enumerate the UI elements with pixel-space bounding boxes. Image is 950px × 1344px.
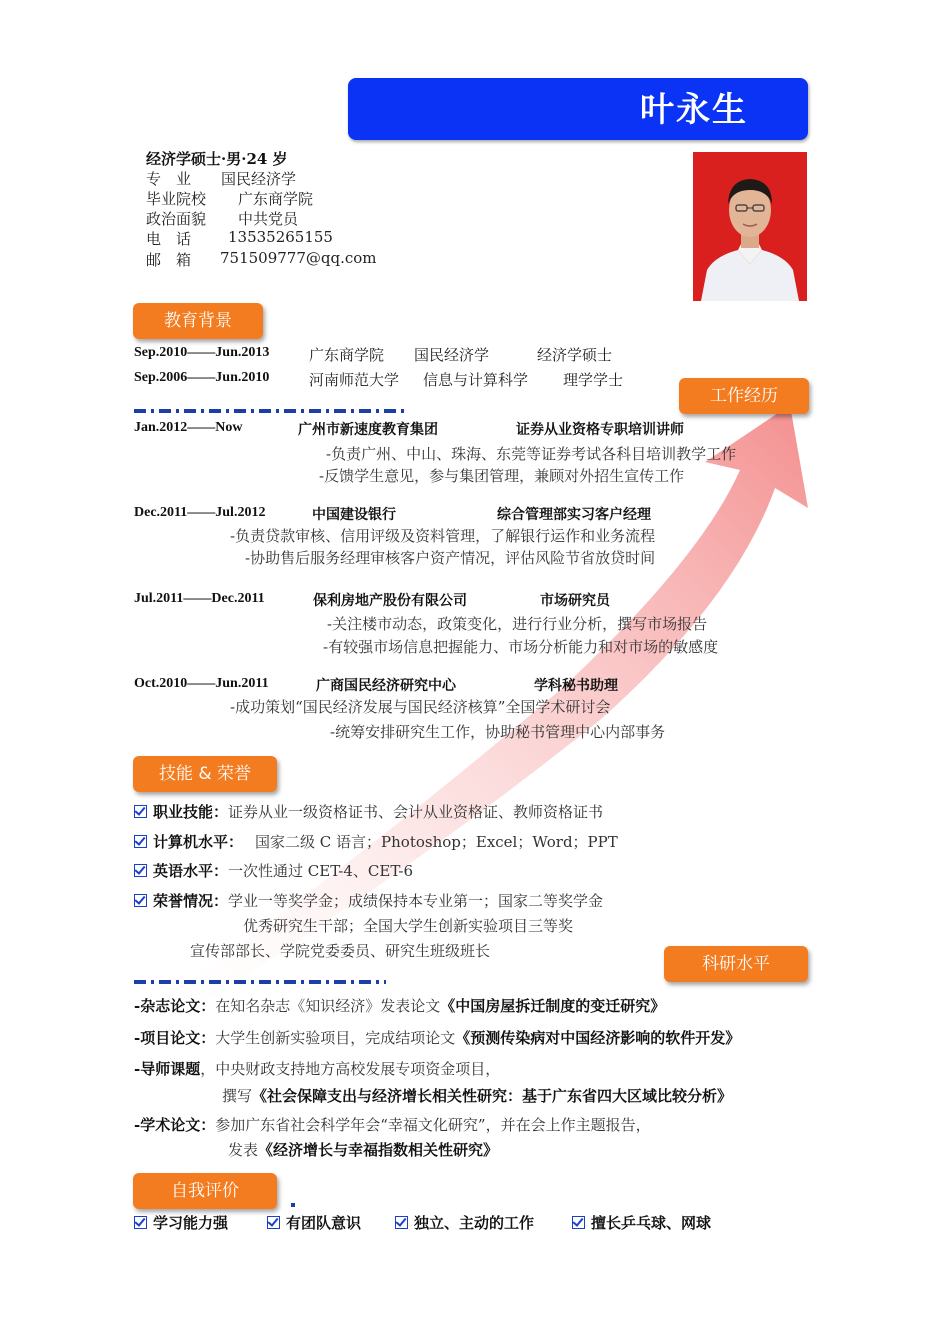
work-company-4: 广商国民经济研究中心 [316, 678, 456, 694]
work-company-3: 保利房地产股份有限公司 [313, 593, 467, 609]
checkbox-icon [134, 835, 147, 848]
work-role-1: 证券从业资格专职培训讲师 [516, 422, 684, 438]
skill-item-1 [134, 801, 603, 822]
skill-label: 计算机水平： [153, 833, 244, 851]
info-value-email: 751509777@qq.com [220, 249, 377, 267]
checkbox-icon [572, 1216, 585, 1229]
work-desc-4a: -成功策划“国民经济发展与国民经济核算”全国学术研讨会 [230, 698, 611, 716]
skill-label: 英语水平： [153, 862, 229, 880]
work-desc-2b: -协助售后服务经理审核客户资产情况，评估风险节省放贷时间 [245, 549, 656, 567]
section-tag-work: 工作经历 [679, 378, 809, 414]
self-item-4 [572, 1212, 711, 1233]
checkbox-icon [267, 1216, 280, 1229]
skill-item-3 [134, 860, 413, 881]
work-period-4: Oct.2010——Jun.2011 [134, 676, 269, 691]
work-period-2: Dec.2011——Jul.2012 [134, 505, 266, 520]
self-item-2 [267, 1212, 361, 1233]
summary-line: 经济学硕士·男·24 岁 [146, 150, 288, 168]
research-label: -项目论文： [134, 1029, 216, 1047]
info-label-phone: 电 话 [146, 230, 192, 248]
work-period-3: Jul.2011——Dec.2011 [134, 591, 265, 606]
edu-school-2: 河南师范大学 [309, 371, 400, 389]
edu-school-1: 广东商学院 [309, 346, 385, 364]
research-item-2 [134, 1027, 740, 1048]
skill-value: 学业一等奖学金；成绩保持本专业第一；国家二等奖学金 [228, 892, 604, 910]
self-text: 学习能力强 [153, 1214, 229, 1232]
work-desc-1b: -反馈学生意见，参与集团管理，兼顾对外招生宣传工作 [319, 467, 685, 485]
self-item-1 [134, 1212, 228, 1233]
research-item-3 [134, 1058, 500, 1079]
edu-degree-2: 理学学士 [563, 371, 624, 389]
research-title: 《中国房屋拆迁制度的变迁研究》 [440, 997, 666, 1015]
checkbox-icon [134, 894, 147, 907]
honor-line-3: 宣传部部长、学院党委委员、研究生班级班长 [190, 942, 491, 960]
work-role-3: 市场研究员 [540, 593, 610, 609]
divider-dashed [134, 409, 409, 413]
research-item-4 [134, 1114, 651, 1135]
divider-dashed [134, 980, 386, 984]
info-value-school: 广东商学院 [238, 190, 314, 208]
candidate-name: 叶永生 [640, 90, 748, 130]
checkbox-icon [134, 864, 147, 877]
self-item-3 [395, 1212, 534, 1233]
skill-item-4 [134, 890, 603, 911]
checkbox-icon [134, 805, 147, 818]
work-period-1: Jan.2012——Now [134, 420, 243, 435]
work-desc-4b: -统筹安排研究生工作，协助秘书管理中心内部事务 [330, 723, 666, 741]
work-role-4: 学科秘书助理 [534, 678, 618, 694]
research-text: 发表 [228, 1141, 259, 1159]
info-label-email: 邮 箱 [146, 251, 192, 269]
research-item-1 [134, 995, 665, 1016]
checkbox-icon [395, 1216, 408, 1229]
work-role-2: 综合管理部实习客户经理 [497, 507, 651, 523]
research-label: -导师课题 [134, 1060, 201, 1078]
skill-label: 荣誉情况： [153, 892, 229, 910]
info-label-school: 毕业院校 [146, 190, 207, 208]
section-tag-skills: 技能 & 荣誉 [133, 756, 277, 792]
skill-value: 国家二级 C 语言；Photoshop；Excel；Word；PPT [255, 833, 618, 851]
research-item-3-cont [222, 1085, 732, 1106]
edu-major-2: 信息与计算科学 [423, 371, 529, 389]
self-text: 擅长乒乓球、网球 [591, 1214, 712, 1232]
work-company-1: 广州市新速度教育集团 [298, 422, 438, 438]
honor-line-2: 优秀研究生干部；全国大学生创新实验项目三等奖 [243, 917, 574, 935]
info-label-major: 专 业 [146, 170, 192, 188]
research-text: 大学生创新实验项目，完成结项论文 [215, 1029, 456, 1047]
info-value-political: 中共党员 [238, 210, 299, 228]
info-value-major: 国民经济学 [221, 170, 297, 188]
profile-photo [693, 152, 807, 301]
research-label: -杂志论文： [134, 997, 216, 1015]
skill-value: 证券从业一级资格证书、会计从业资格证、教师资格证书 [228, 803, 604, 821]
research-title: 《社会保障支出与经济增长相关性研究：基于广东省四大区域比较分析》 [252, 1087, 733, 1105]
work-desc-3a: -关注楼市动态，政策变化，进行行业分析，撰写市场报告 [327, 615, 708, 633]
info-label-political: 政治面貌 [146, 210, 207, 228]
research-text: ，中央财政支持地方高校发展专项资金项目， [200, 1060, 501, 1078]
research-title: 《经济增长与幸福指数相关性研究》 [258, 1141, 499, 1159]
research-item-4-cont [228, 1139, 498, 1160]
skill-item-2 [134, 831, 618, 852]
work-company-2: 中国建设银行 [312, 507, 396, 523]
checkbox-icon [134, 1216, 147, 1229]
self-text: 独立、主动的工作 [414, 1214, 535, 1232]
section-tag-research: 科研水平 [664, 946, 808, 982]
research-text: 参加广东省社会科学年会“幸福文化研究”，并在会上作主题报告， [215, 1116, 651, 1134]
edu-major-1: 国民经济学 [414, 346, 490, 364]
edu-period-2: Sep.2006——Jun.2010 [134, 370, 270, 385]
research-label: -学术论文： [134, 1116, 216, 1134]
research-text: 在知名杂志《知识经济》发表论文 [215, 997, 441, 1015]
self-text: 有团队意识 [286, 1214, 362, 1232]
skill-label: 职业技能： [153, 803, 229, 821]
work-desc-2a: -负责贷款审核、信用评级及资料管理，了解银行运作和业务流程 [230, 527, 656, 545]
research-text: 撰写 [222, 1087, 253, 1105]
work-desc-3b: -有较强市场信息把握能力、市场分析能力和对市场的敏感度 [323, 638, 719, 656]
section-tag-education: 教育背景 [133, 303, 263, 339]
section-tag-self: 自我评价 [133, 1173, 277, 1209]
work-desc-1a: -负责广州、中山、珠海、东莞等证券考试各科目培训教学工作 [326, 445, 737, 463]
edu-degree-1: 经济学硕士 [537, 346, 613, 364]
edu-period-1: Sep.2010——Jun.2013 [134, 345, 270, 360]
info-value-phone: 13535265155 [228, 228, 333, 246]
divider-dot [291, 1203, 295, 1207]
skill-value: 一次性通过 CET-4、CET-6 [228, 862, 414, 880]
research-title: 《预测传染病对中国经济影响的软件开发》 [455, 1029, 741, 1047]
